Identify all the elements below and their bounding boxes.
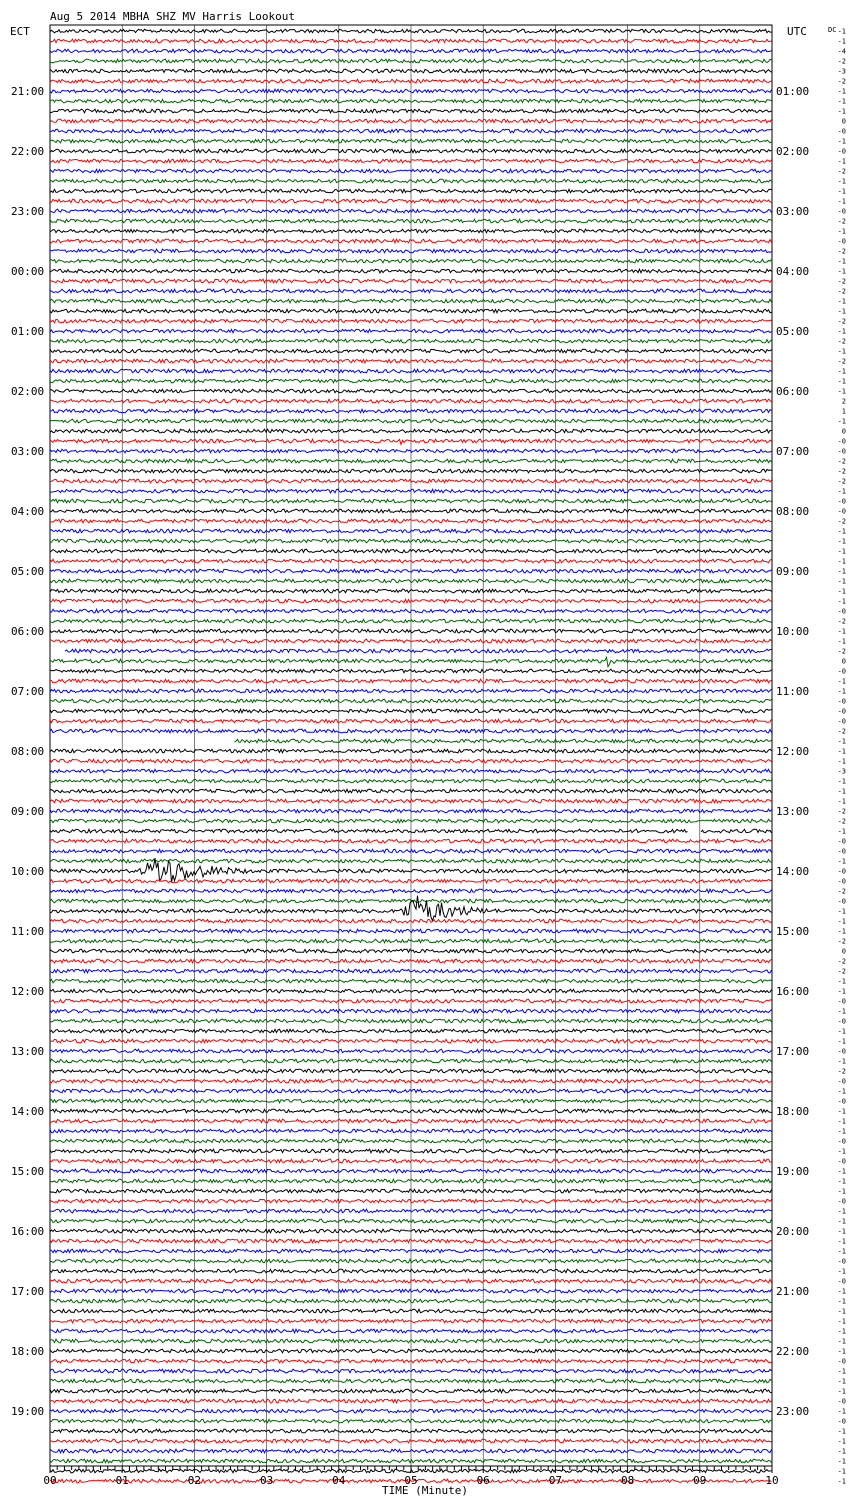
dc-offset-label: -1 [837, 1117, 846, 1126]
dc-offset-label: -1 [837, 1427, 846, 1436]
dc-offset-label: -1 [837, 1057, 846, 1066]
dc-offset-label: -2 [837, 727, 846, 736]
dc-offset-label: -2 [837, 287, 846, 296]
dc-offset-label: -0 [837, 877, 846, 886]
dc-offset-label: -0 [837, 147, 846, 156]
right-hour-label: 21:00 [776, 1285, 810, 1298]
dc-offset-label: -1 [837, 1307, 846, 1316]
dc-offset-label: -2 [837, 937, 846, 946]
dc-offset-label: -1 [837, 1217, 846, 1226]
right-hour-label: 07:00 [776, 445, 810, 458]
dc-offset-label: -1 [837, 637, 846, 646]
dc-offset-label: -1 [837, 687, 846, 696]
dc-offset-label: -1 [837, 927, 846, 936]
dc-offset-label: -4 [837, 47, 846, 56]
dc-offset-label: -1 [837, 1007, 846, 1016]
dc-offset-label: -1 [837, 377, 846, 386]
dc-offset-label: -1 [837, 417, 846, 426]
dc-offset-label: -0 [837, 707, 846, 716]
x-tick-label: 09 [693, 1474, 707, 1487]
dc-offset-label: -2 [837, 957, 846, 966]
dc-offset-label: -1 [837, 1457, 846, 1466]
dc-offset-label: -1 [837, 327, 846, 336]
dc-offset-label: -0 [837, 697, 846, 706]
x-tick-label: 03 [259, 1474, 274, 1487]
right-hour-label: 18:00 [776, 1105, 810, 1118]
dc-offset-label: -1 [837, 267, 846, 276]
x-tick-label: 10 [765, 1474, 779, 1487]
dc-offset-label: -1 [837, 1267, 846, 1276]
right-hour-label: 19:00 [776, 1165, 810, 1178]
dc-offset-label: -1 [837, 1127, 846, 1136]
dc-offset-label: -0 [837, 1357, 846, 1366]
x-tick-label: 01 [115, 1474, 129, 1487]
dc-offset-label: -1 [837, 1227, 846, 1236]
left-hour-label: 21:00 [11, 85, 45, 98]
dc-offset-label: -1 [837, 777, 846, 786]
dc-offset-label: -0 [837, 437, 846, 446]
left-hour-label: 03:00 [11, 445, 45, 458]
right-hour-label: 01:00 [776, 85, 810, 98]
left-hour-label: 04:00 [11, 505, 45, 518]
left-hour-label: 10:00 [11, 865, 45, 878]
left-hour-label: 16:00 [11, 1225, 45, 1238]
dc-offset-label: -1 [837, 597, 846, 606]
left-hour-label: 23:00 [11, 205, 45, 218]
right-hour-label: 05:00 [776, 325, 810, 338]
left-hour-label: 07:00 [11, 685, 45, 698]
dc-offset-label: -1 [837, 1297, 846, 1306]
left-timezone-label: ECT [10, 25, 30, 38]
dc-offset-label: -1 [837, 1377, 846, 1386]
right-hour-label: 17:00 [776, 1045, 810, 1058]
left-hour-label: 19:00 [11, 1405, 45, 1418]
right-hour-label: 22:00 [776, 1345, 810, 1358]
dc-offset-label: -1 [837, 1367, 846, 1376]
dc-offset-label: -1 [837, 587, 846, 596]
dc-offset-label: -1 [837, 197, 846, 206]
dc-offset-label: 0 [841, 427, 846, 436]
dc-offset-label: -1 [837, 37, 846, 46]
x-tick-label: 04 [332, 1474, 346, 1487]
dc-offset-label: -2 [837, 817, 846, 826]
dc-offset-label: -1 [837, 737, 846, 746]
dc-offset-label: -1 [837, 157, 846, 166]
left-hour-label: 18:00 [11, 1345, 45, 1358]
dc-offset-label: -0 [837, 837, 846, 846]
right-hour-label: 23:00 [776, 1405, 810, 1418]
dc-offset-label: -1 [837, 1477, 846, 1486]
dc-offset-label: -1 [837, 1247, 846, 1256]
dc-offset-label: -0 [837, 717, 846, 726]
dc-offset-label: 0 [841, 947, 846, 956]
right-hour-label: 04:00 [776, 265, 810, 278]
dc-offset-label: -1 [837, 547, 846, 556]
left-hour-label: 02:00 [11, 385, 45, 398]
dc-offset-label: -3 [837, 767, 846, 776]
dc-offset-label: -0 [837, 1277, 846, 1286]
dc-offset-label: -2 [837, 357, 846, 366]
dc-offset-label: -2 [837, 887, 846, 896]
left-hour-label: 09:00 [11, 805, 45, 818]
dc-offset-label: -1 [837, 1407, 846, 1416]
dc-offset-label: -2 [837, 337, 846, 346]
dc-offset-label: -0 [837, 1047, 846, 1056]
left-hour-label: 01:00 [11, 325, 45, 338]
dc-offset-label: -1 [837, 1027, 846, 1036]
dc-offset-label: -1 [837, 577, 846, 586]
right-hour-label: 08:00 [776, 505, 810, 518]
right-hour-label: 02:00 [776, 145, 810, 158]
dc-offset-label: -0 [837, 1077, 846, 1086]
dc-offset-label: -1 [837, 1347, 846, 1356]
dc-offset-label: -2 [837, 517, 846, 526]
dc-offset-label: -2 [837, 807, 846, 816]
dc-offset-label: -0 [837, 847, 846, 856]
dc-offset-label: -0 [837, 1397, 846, 1406]
left-hour-label: 22:00 [11, 145, 45, 158]
dc-offset-label: -1 [837, 257, 846, 266]
dc-offset-label: -1 [837, 1337, 846, 1346]
dc-offset-label: -0 [837, 1017, 846, 1026]
dc-offset-label: 0 [841, 117, 846, 126]
right-hour-label: 14:00 [776, 865, 810, 878]
dc-offset-label: -1 [837, 1107, 846, 1116]
dc-offset-label: -0 [837, 127, 846, 136]
dc-offset-label: -3 [837, 67, 846, 76]
dc-offset-label: -1 [837, 627, 846, 636]
dc-offset-label: -1 [837, 1167, 846, 1176]
right-hour-label: 09:00 [776, 565, 810, 578]
dc-offset-label: -1 [837, 1147, 846, 1156]
dc-offset-label: -2 [837, 277, 846, 286]
dc-offset-label: -1 [837, 227, 846, 236]
dc-offset-header: DC [828, 26, 837, 34]
dc-offset-label: -0 [837, 867, 846, 876]
dc-offset-label: -1 [837, 797, 846, 806]
dc-offset-label: -1 [837, 1317, 846, 1326]
dc-offset-label: -0 [837, 897, 846, 906]
x-tick-label: 06 [476, 1474, 490, 1487]
right-hour-label: 16:00 [776, 985, 810, 998]
dc-offset-label: -1 [837, 557, 846, 566]
dc-offset-label: 2 [841, 397, 846, 406]
dc-offset-label: -1 [837, 387, 846, 396]
left-hour-label: 06:00 [11, 625, 45, 638]
dc-offset-label: -1 [837, 1177, 846, 1186]
left-hour-label: 17:00 [11, 1285, 45, 1298]
dc-offset-label: -1 [837, 307, 846, 316]
dc-offset-label: -0 [837, 1157, 846, 1166]
dc-offset-label: -0 [837, 237, 846, 246]
dc-offset-label: -2 [837, 617, 846, 626]
dc-offset-label: -1 [837, 177, 846, 186]
dc-offset-label: -1 [837, 347, 846, 356]
chart-title: Aug 5 2014 MBHA SHZ MV Harris Lookout [50, 10, 296, 23]
dc-offset-label: -2 [837, 967, 846, 976]
dc-offset-label: -1 [837, 1447, 846, 1456]
dc-offset-label: -0 [837, 207, 846, 216]
dc-offset-label: -1 [837, 747, 846, 756]
right-hour-label: 11:00 [776, 685, 810, 698]
dc-offset-label: -1 [837, 977, 846, 986]
dc-offset-label: -1 [837, 137, 846, 146]
dc-offset-label: -1 [837, 1237, 846, 1246]
right-hour-label: 20:00 [776, 1225, 810, 1238]
right-hour-label: 06:00 [776, 385, 810, 398]
dc-offset-label: -1 [837, 677, 846, 686]
dc-offset-label: -1 [837, 917, 846, 926]
left-hour-label: 13:00 [11, 1045, 45, 1058]
dc-offset-label: -0 [837, 447, 846, 456]
dc-offset-label: -1 [837, 527, 846, 536]
dc-offset-label: -1 [837, 1187, 846, 1196]
left-hour-label: 11:00 [11, 925, 45, 938]
dc-offset-label: -2 [837, 77, 846, 86]
left-hour-label: 00:00 [11, 265, 45, 278]
dc-offset-label: -0 [837, 1417, 846, 1426]
dc-offset-label: -1 [837, 787, 846, 796]
x-tick-label: 02 [187, 1474, 202, 1487]
dc-offset-label: -1 [837, 87, 846, 96]
dc-offset-label: -0 [837, 1197, 846, 1206]
dc-offset-label: -2 [837, 647, 846, 656]
dc-offset-label: -0 [837, 997, 846, 1006]
dc-offset-label: -2 [837, 467, 846, 476]
dc-offset-label: -1 [837, 1437, 846, 1446]
dc-offset-label: 1 [841, 407, 846, 416]
dc-offset-label: -1 [837, 1467, 846, 1476]
left-hour-label: 08:00 [11, 745, 45, 758]
dc-offset-label: -2 [837, 57, 846, 66]
dc-offset-label: -1 [837, 1327, 846, 1336]
dc-offset-label: -1 [837, 1387, 846, 1396]
dc-offset-label: -1 [837, 1207, 846, 1216]
dc-offset-label: -1 [837, 987, 846, 996]
dc-offset-label: -2 [837, 317, 846, 326]
dc-offset-label: -0 [837, 607, 846, 616]
dc-offset-label: -2 [837, 217, 846, 226]
right-hour-label: 15:00 [776, 925, 810, 938]
dc-offset-label: -0 [837, 1137, 846, 1146]
dc-offset-label: -0 [837, 1097, 846, 1106]
dc-offset-label: -1 [837, 487, 846, 496]
left-hour-label: 15:00 [11, 1165, 45, 1178]
dc-offset-label: -1 [837, 907, 846, 916]
right-hour-label: 13:00 [776, 805, 810, 818]
dc-offset-label: -1 [837, 1287, 846, 1296]
dc-offset-label: -1 [837, 187, 846, 196]
seismic-trace-row [235, 739, 772, 743]
dc-offset-label: -1 [837, 107, 846, 116]
dc-offset-label: -2 [837, 457, 846, 466]
dc-offset-label: -0 [837, 667, 846, 676]
left-hour-label: 12:00 [11, 985, 45, 998]
dc-offset-label: -0 [837, 497, 846, 506]
dc-offset-label: -1 [837, 827, 846, 836]
dc-offset-label: -1 [837, 567, 846, 576]
dc-offset-label: -1 [837, 297, 846, 306]
right-hour-label: 12:00 [776, 745, 810, 758]
dc-offset-label: -1 [837, 857, 846, 866]
dc-offset-label: 0 [841, 657, 846, 666]
dc-offset-label: -2 [837, 477, 846, 486]
dc-offset-label: -1 [837, 1037, 846, 1046]
x-axis-label: TIME (Minute) [381, 1484, 469, 1497]
dc-offset-label: -1 [837, 27, 846, 36]
dc-offset-label: -1 [837, 757, 846, 766]
dc-offset-label: -1 [837, 1087, 846, 1096]
right-hour-label: 03:00 [776, 205, 810, 218]
dc-offset-label: -1 [837, 97, 846, 106]
x-tick-label: 07 [548, 1474, 563, 1487]
dc-offset-label: -2 [837, 167, 846, 176]
x-tick-label: 00 [43, 1474, 57, 1487]
x-tick-label: 05 [404, 1474, 418, 1487]
seismic-trace-row [65, 649, 772, 653]
left-hour-label: 14:00 [11, 1105, 45, 1118]
dc-offset-label: -0 [837, 1257, 846, 1266]
dc-offset-label: -1 [837, 367, 846, 376]
right-hour-label: 10:00 [776, 625, 810, 638]
left-hour-label: 05:00 [11, 565, 45, 578]
dc-offset-label: -2 [837, 247, 846, 256]
dc-offset-label: -2 [837, 1067, 846, 1076]
right-timezone-label: UTC [787, 25, 807, 38]
dc-offset-label: -1 [837, 537, 846, 546]
x-tick-label: 08 [620, 1474, 635, 1487]
dc-offset-label: -0 [837, 507, 846, 516]
